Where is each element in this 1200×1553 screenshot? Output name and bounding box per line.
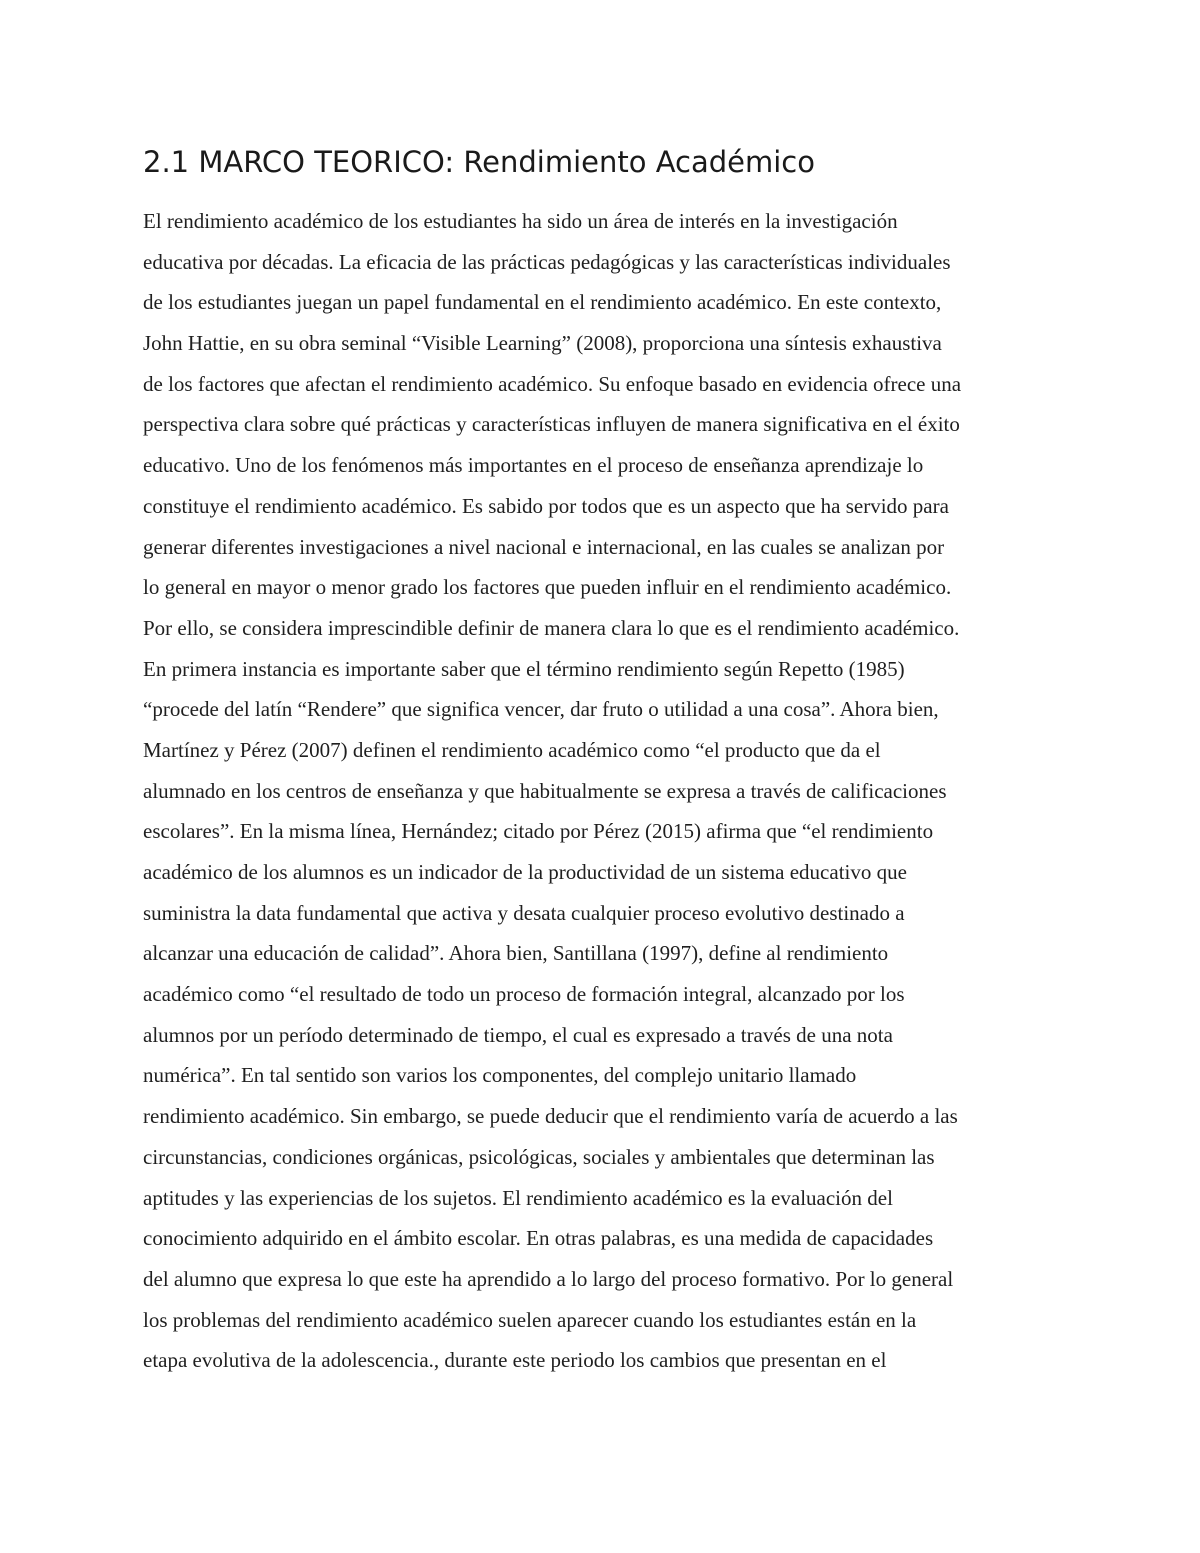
paragraph-line: educativa por décadas. La eficacia de las prácticas pedagógicas y las características individuales <box>143 249 951 274</box>
paragraph-line: perspectiva clara sobre qué prácticas y características influyen de manera significativa en el éxito <box>143 412 960 437</box>
paragraph-line: constituye el rendimiento académico. Es sabido por todos que es un aspecto que ha servido para <box>143 493 949 518</box>
paragraph-line: Martínez y Pérez (2007) definen el rendimiento académico como “el producto que da el <box>143 737 881 762</box>
paragraph-line: “procede del latín “Rendere” que significa vencer, dar fruto o utilidad a una cosa”. Ahora bien, <box>143 697 939 722</box>
body-paragraph <box>143 201 1083 1381</box>
paragraph-line: John Hattie, en su obra seminal “Visible Learning” (2008), proporciona una síntesis exhaustiva <box>143 331 942 356</box>
paragraph-line: educativo. Uno de los fenómenos más importantes en el proceso de enseñanza aprendizaje lo <box>143 453 924 478</box>
paragraph-line: alcanzar una educación de calidad”. Ahora bien, Santillana (1997), define al rendimiento <box>143 941 889 966</box>
paragraph-line: del alumno que expresa lo que este ha aprendido a lo largo del proceso formativo. Por lo general <box>143 1266 954 1291</box>
paragraph-line: Por ello, se considera imprescindible definir de manera clara lo que es el rendimiento académico. <box>143 615 960 640</box>
paragraph-line: numérica”. En tal sentido son varios los componentes, del complejo unitario llamado <box>143 1063 857 1088</box>
paragraph-line: suministra la data fundamental que activa y desata cualquier proceso evolutivo destinado a <box>143 900 905 925</box>
paragraph-line: El rendimiento académico de los estudiantes ha sido un área de interés en la investigación <box>143 209 898 233</box>
section-heading: 2.1 MARCO TEORICO: Rendimiento Académico <box>143 145 815 179</box>
paragraph-line: circunstancias, condiciones orgánicas, psicológicas, sociales y ambientales que determinan las <box>143 1144 935 1169</box>
paragraph-line: rendimiento académico. Sin embargo, se puede deducir que el rendimiento varía de acuerdo a las <box>143 1104 958 1129</box>
paragraph-line: académico como “el resultado de todo un proceso de formación integral, alcanzado por los <box>143 982 905 1007</box>
paragraph-line: alumnos por un período determinado de tiempo, el cual es expresado a través de una nota <box>143 1022 893 1047</box>
paragraph-line: conocimiento adquirido en el ámbito escolar. En otras palabras, es una medida de capacidades <box>143 1226 934 1251</box>
paragraph-line: En primera instancia es importante saber que el término rendimiento según Repetto (1985) <box>143 656 905 681</box>
paragraph-line: de los estudiantes juegan un papel fundamental en el rendimiento académico. En este contexto, <box>143 290 942 315</box>
paragraph-line: escolares”. En la misma línea, Hernández; citado por Pérez (2015) afirma que “el rendimiento <box>143 819 934 844</box>
paragraph-line: lo general en mayor o menor grado los factores que pueden influir en el rendimiento académico. <box>143 575 952 600</box>
paragraph-line: de los factores que afectan el rendimiento académico. Su enfoque basado en evidencia ofrece una <box>143 371 962 396</box>
paragraph-line: etapa evolutiva de la adolescencia., durante este periodo los cambios que presentan en el <box>143 1348 887 1373</box>
paragraph-line: académico de los alumnos es un indicador de la productividad de un sistema educativo que <box>143 860 907 884</box>
paragraph-line: los problemas del rendimiento académico suelen aparecer cuando los estudiantes están en la <box>143 1307 917 1332</box>
paragraph-line: aptitudes y las experiencias de los sujetos. El rendimiento académico es la evaluación del <box>143 1185 893 1210</box>
paragraph-line: alumnado en los centros de enseñanza y que habitualmente se expresa a través de calificaciones <box>143 778 947 803</box>
paragraph-line: generar diferentes investigaciones a nivel nacional e internacional, en las cuales se analizan por <box>143 534 945 559</box>
